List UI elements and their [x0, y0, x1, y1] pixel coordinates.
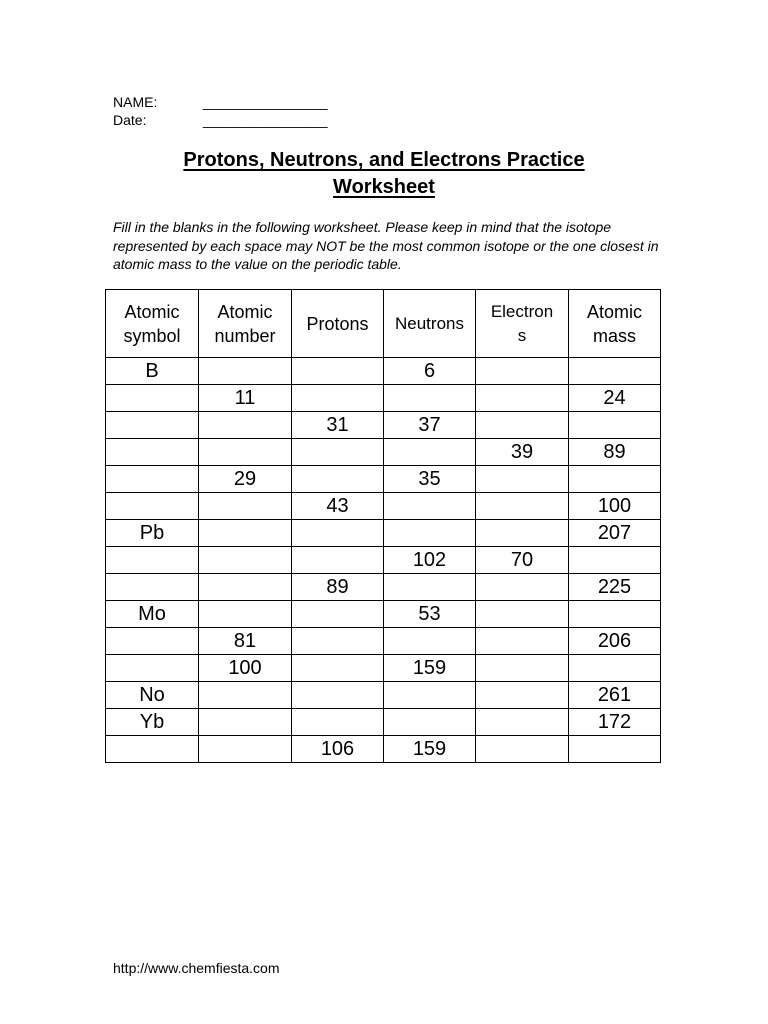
atomic-symbol-cell — [106, 493, 199, 520]
atomic-symbol-cell — [106, 736, 199, 763]
atomic-number-cell — [199, 601, 292, 628]
protons-cell — [292, 439, 384, 466]
atomic-symbol-cell — [106, 466, 199, 493]
neutrons-cell: 37 — [384, 412, 476, 439]
neutrons-cell — [384, 493, 476, 520]
electrons-cell — [476, 709, 569, 736]
date-blank-line: ________________ — [203, 112, 328, 128]
neutrons-cell — [384, 628, 476, 655]
atomic-number-cell — [199, 520, 292, 547]
atomic-mass-cell: 207 — [569, 520, 661, 547]
protons-cell — [292, 628, 384, 655]
neutrons-cell: 159 — [384, 655, 476, 682]
protons-cell — [292, 709, 384, 736]
neutrons-cell — [384, 574, 476, 601]
page-title-line-1 — [0, 147, 768, 173]
atomic-number-cell: 81 — [199, 628, 292, 655]
atomic-mass-cell: 89 — [569, 439, 661, 466]
atomic-mass-cell: 206 — [569, 628, 661, 655]
atomic-symbol-cell: B — [106, 358, 199, 385]
electrons-cell: 70 — [476, 547, 569, 574]
table-row — [106, 412, 661, 439]
electrons-cell — [476, 385, 569, 412]
protons-cell — [292, 601, 384, 628]
header-text-line: Atomic — [124, 301, 180, 322]
footer-url: http://www.chemfiesta.com — [113, 960, 280, 976]
table-row — [106, 385, 661, 412]
protons-cell — [292, 385, 384, 412]
electrons-cell: 39 — [476, 439, 569, 466]
table-row — [106, 439, 661, 466]
header-text-line: s — [517, 325, 527, 345]
atomic-mass-cell — [569, 547, 661, 574]
electrons-cell — [476, 574, 569, 601]
atomic-number-cell — [199, 358, 292, 385]
table-row — [106, 736, 661, 763]
table-row — [106, 682, 661, 709]
atomic-number-cell — [199, 439, 292, 466]
atomic-number-cell — [199, 682, 292, 709]
protons-cell: 43 — [292, 493, 384, 520]
title-text-1: Protons, Neutrons, and Electrons Practice — [183, 149, 585, 171]
table-row — [106, 628, 661, 655]
protons-cell — [292, 466, 384, 493]
atomic-number-cell — [199, 493, 292, 520]
atomic-symbol-cell — [106, 385, 199, 412]
worksheet-table — [105, 289, 661, 763]
table-row — [106, 709, 661, 736]
protons-cell — [292, 655, 384, 682]
header-text-line: Protons — [306, 313, 369, 334]
electrons-cell — [476, 601, 569, 628]
atomic-symbol-cell — [106, 439, 199, 466]
atomic-symbol-cell — [106, 412, 199, 439]
page-title-line-2 — [0, 174, 768, 200]
table-row — [106, 574, 661, 601]
electrons-cell — [476, 412, 569, 439]
atomic-symbol-cell — [106, 574, 199, 601]
electrons-cell — [476, 655, 569, 682]
atomic-symbol-cell — [106, 655, 199, 682]
atomic-number-cell — [199, 736, 292, 763]
header-atomic-number — [199, 290, 292, 358]
atomic-symbol-cell: Pb — [106, 520, 199, 547]
atomic-number-cell — [199, 709, 292, 736]
title-text-2: Worksheet — [333, 176, 435, 198]
protons-cell: 31 — [292, 412, 384, 439]
atomic-mass-cell: 172 — [569, 709, 661, 736]
atomic-number-cell — [199, 412, 292, 439]
header-text-line: Electron — [490, 301, 554, 321]
neutrons-cell — [384, 385, 476, 412]
protons-cell — [292, 358, 384, 385]
atomic-symbol-cell — [106, 628, 199, 655]
protons-cell — [292, 547, 384, 574]
atomic-number-cell — [199, 574, 292, 601]
neutrons-cell: 102 — [384, 547, 476, 574]
header-text-line: Atomic — [217, 301, 273, 322]
atomic-mass-cell — [569, 736, 661, 763]
table-row — [106, 655, 661, 682]
instructions-text: Fill in the blanks in the following worksheet. Please keep in mind that the isotope represented by each space may NOT be the most common isotope or the one closest in atomic mass to the value on the periodic table. — [113, 219, 659, 272]
atomic-mass-cell: 100 — [569, 493, 661, 520]
atomic-mass-cell — [569, 358, 661, 385]
table-row — [106, 520, 661, 547]
neutrons-cell: 35 — [384, 466, 476, 493]
atomic-mass-cell: 24 — [569, 385, 661, 412]
atomic-mass-cell — [569, 412, 661, 439]
neutrons-cell — [384, 439, 476, 466]
electrons-cell — [476, 493, 569, 520]
name-label: NAME: — [113, 94, 158, 110]
table-row — [106, 547, 661, 574]
neutrons-cell — [384, 520, 476, 547]
atomic-mass-cell: 225 — [569, 574, 661, 601]
table-row — [106, 358, 661, 385]
header-electrons — [476, 290, 569, 358]
atomic-symbol-cell: No — [106, 682, 199, 709]
header-atomic-mass — [569, 290, 661, 358]
table-row — [106, 493, 661, 520]
electrons-cell — [476, 466, 569, 493]
atomic-symbol-cell — [106, 547, 199, 574]
header-text-line: Atomic — [586, 301, 642, 322]
neutrons-cell — [384, 682, 476, 709]
header-text-line: symbol — [123, 325, 181, 346]
header-protons — [292, 290, 384, 358]
electrons-cell — [476, 736, 569, 763]
neutrons-cell: 53 — [384, 601, 476, 628]
table-header-row — [106, 290, 661, 358]
table-body — [106, 358, 661, 763]
protons-cell: 89 — [292, 574, 384, 601]
atomic-number-cell: 29 — [199, 466, 292, 493]
neutrons-cell: 6 — [384, 358, 476, 385]
atomic-number-cell: 100 — [199, 655, 292, 682]
atomic-number-cell: 11 — [199, 385, 292, 412]
atomic-number-cell — [199, 547, 292, 574]
atomic-mass-cell — [569, 466, 661, 493]
electrons-cell — [476, 628, 569, 655]
atomic-mass-cell: 261 — [569, 682, 661, 709]
header-atomic-symbol — [106, 290, 199, 358]
header-text-line: mass — [592, 325, 636, 346]
atomic-symbol-cell: Mo — [106, 601, 199, 628]
neutrons-cell — [384, 709, 476, 736]
header-text-line: Neutrons — [395, 313, 464, 333]
electrons-cell — [476, 358, 569, 385]
atomic-mass-cell — [569, 601, 661, 628]
electrons-cell — [476, 682, 569, 709]
table-row — [106, 601, 661, 628]
protons-cell — [292, 520, 384, 547]
table-row — [106, 466, 661, 493]
atomic-symbol-cell: Yb — [106, 709, 199, 736]
electrons-cell — [476, 520, 569, 547]
protons-cell — [292, 682, 384, 709]
neutrons-cell: 159 — [384, 736, 476, 763]
date-label: Date: — [113, 112, 147, 128]
name-blank-line: ________________ — [203, 94, 328, 110]
header-text-line: number — [214, 325, 276, 346]
atomic-mass-cell — [569, 655, 661, 682]
header-neutrons — [384, 290, 476, 358]
protons-cell: 106 — [292, 736, 384, 763]
